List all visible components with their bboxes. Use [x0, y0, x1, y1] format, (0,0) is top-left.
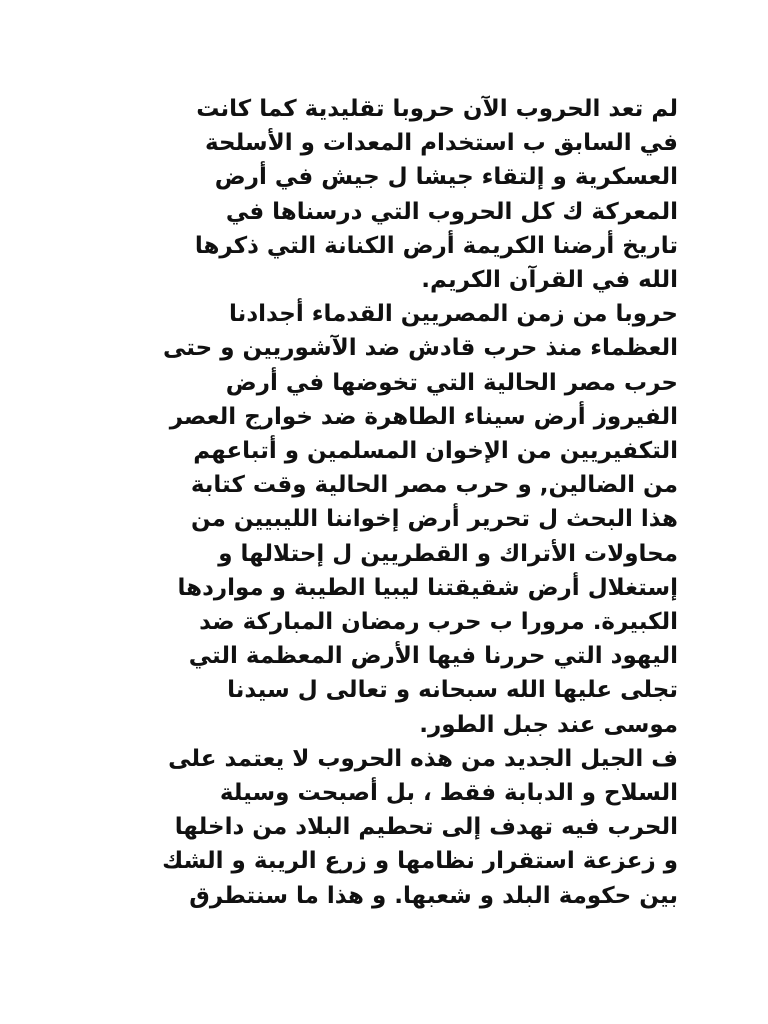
text-line: بين حكومة البلد و شعبها. و هذا ما سنتطرق	[189, 882, 678, 909]
text-line: السلاح و الدبابة فقط ، بل أصبحت وسيلة	[219, 780, 678, 807]
text-line: الفيروز أرض سيناء الطاهرة ضد خوارج العصر	[169, 403, 678, 430]
text-line: العظماء منذ حرب قادش ضد الآشوريين و حتى	[163, 335, 678, 362]
text-line: محاولات الأتراك و القطريين ل إحتلالها و	[218, 540, 678, 567]
text-line: التكفيريين من الإخوان المسلمين و أتباعهم	[193, 438, 678, 465]
text-line: من الضالين, و حرب مصر الحالية وقت كتابة	[190, 472, 678, 499]
text-line: موسى عند جبل الطور.	[419, 711, 678, 738]
text-line: إستغلال أرض شقيقتنا ليبيا الطيبة و مواردها	[177, 574, 678, 601]
text-line: الله في القرآن الكريم.	[421, 267, 678, 294]
text-line: المعركة ك كل الحروب التي درسناها في	[225, 198, 678, 225]
text-line: حروبا من زمن المصريين القدماء أجدادنا	[229, 301, 678, 328]
text-line: و زعزعة استقرار نظامها و زرع الريبة و الشك	[162, 848, 678, 875]
text-line: تجلى عليها الله سبحانه و تعالى ل سيدنا	[227, 677, 678, 704]
body-text	[90, 92, 678, 913]
text-line: الحرب فيه تهدف إلى تحطيم البلاد من داخلها	[174, 814, 678, 841]
text-line: حرب مصر الحالية التي تخوضها في أرض	[225, 369, 678, 396]
text-line: ف الجيل الجديد من هذه الحروب لا يعتمد على	[168, 745, 678, 772]
text-line: لم تعد الحروب الآن حروبا تقليدية كما كانت	[196, 96, 678, 122]
text-line: تاريخ أرضنا الكريمة أرض الكنانة التي ذكرها	[194, 232, 678, 259]
text-line: هذا البحث ل تحرير أرض إخواننا الليبيين من	[190, 506, 678, 533]
text-line: في السابق ب استخدام المعدات و الأسلحة	[205, 130, 678, 157]
text-line: الكبيرة. مرورا ب حرب رمضان المباركة ضد	[199, 609, 678, 636]
text-line: العسكرية و إلتقاء جيشا ل جيش في أرض	[214, 164, 678, 191]
text-line: اليهود التي حررنا فيها الأرض المعظمة التي	[188, 643, 678, 670]
